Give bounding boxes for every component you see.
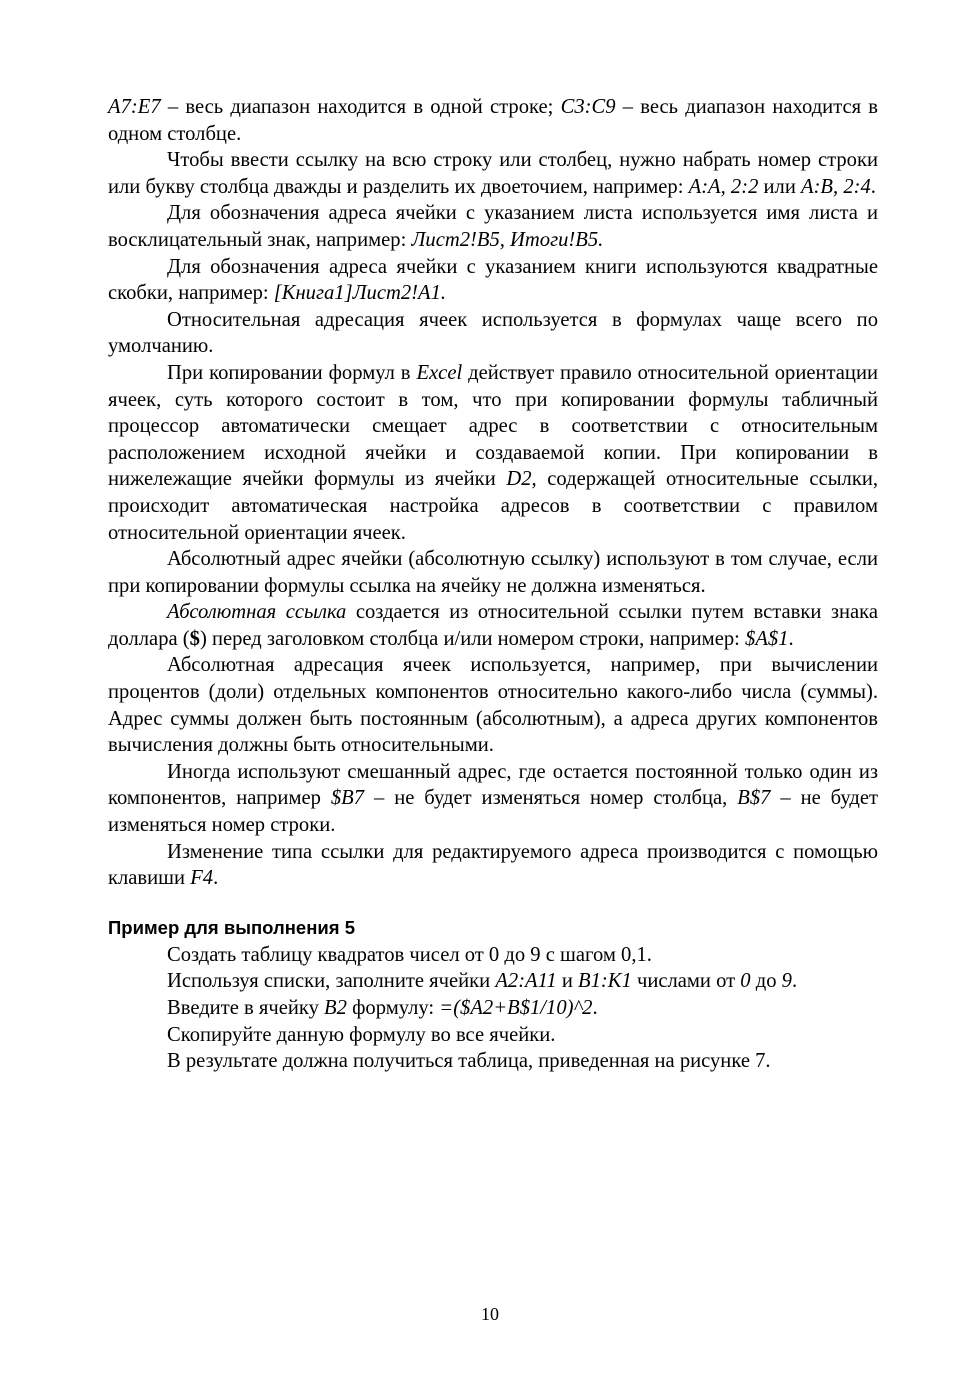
example-paragraph <box>108 995 878 1022</box>
body-paragraph <box>108 94 878 147</box>
text-run: . <box>791 970 798 993</box>
italic-term: A:A, 2:2 <box>688 175 759 198</box>
text-run: . <box>870 175 876 198</box>
text-run: Для обозначения адреса ячейки с указанием листа используется имя листа и восклицательный знак, например: <box>108 202 878 251</box>
body-paragraph <box>108 546 878 599</box>
text-run: – не будет изменяться номер строки. <box>108 787 878 837</box>
italic-term: B1:K1 <box>578 970 632 993</box>
body-paragraph <box>108 200 878 253</box>
text-run: Используя списки, заполните ячейки <box>167 970 496 993</box>
italic-term: 0 <box>740 970 751 993</box>
text-run: Создать таблицу квадратов чисел от 0 до 9 с шагом 0,1. <box>167 943 652 966</box>
text-run: Чтобы ввести ссылку на всю строку или столбец, нужно набрать номер строки или букву столбца дважды и разделить их двоеточием, например: <box>108 149 878 198</box>
text-run: ) перед заголовком столбца и/или номером строки, например: <box>199 627 746 650</box>
text-run: Относительная адресация ячеек используется в формулах чаще всего по умолчанию. <box>108 308 878 358</box>
body-paragraph <box>108 759 878 839</box>
body-paragraph <box>108 599 878 652</box>
italic-term: =($A2+B$1/10)^2 <box>439 997 593 1019</box>
text-run: числами от <box>631 970 741 993</box>
text-run: Абсолютная адресация ячеек используется, например, при вычислении процентов (доли) отдельных компонентов относительно какого-либо числа (суммы). Адрес суммы должен быть постоянным (абсолютным), а адреса других компонентов вычисления должны быть относительными. <box>108 654 878 757</box>
text-run: При копировании формул в <box>167 361 417 384</box>
italic-term: A2:A11 <box>495 970 557 993</box>
italic-term: Лист2!B5, Итоги!B5. <box>411 228 604 251</box>
example-heading: Пример для выполнения 5 <box>108 916 355 938</box>
text-run: Введите в ячейку <box>167 997 325 1019</box>
text-run: действует правило относительной ориентации ячеек, суть которого состоит в том, что при копировании формулы табличный процессор автоматически смещает адрес в соответствии с относительным расположением исходной ячейки и создаваемой копии. При копировании в нижележащие ячейки формулы из ячейки <box>108 361 878 491</box>
body-paragraph <box>108 147 878 200</box>
main-text <box>108 94 878 892</box>
text-run: Иногда используют смешанный адрес, где остается постоянной только один из компонентов, например <box>108 760 878 810</box>
italic-term: C3:C9 <box>560 96 616 118</box>
italic-term: $A$1 <box>745 627 789 650</box>
body-paragraph <box>108 254 878 307</box>
text-run: . <box>592 997 598 1019</box>
text-run: создается из относительной ссылки путем вставки знака доллара ( <box>108 601 878 650</box>
text-run: Изменение типа ссылки для редактируемого адреса производится с помощью клавиши <box>108 840 878 890</box>
italic-term: D2 <box>506 468 532 491</box>
text-run: В результате должна получиться таблица, приведенная на рисунке 7. <box>167 1050 771 1073</box>
body-paragraph <box>108 307 878 360</box>
italic-term: B$7 <box>737 787 771 810</box>
italic-term: B2 <box>324 997 347 1019</box>
bold-symbol: $ <box>189 627 200 650</box>
text-run: или <box>758 175 801 198</box>
text-run: Для обозначения адреса ячейки с указанием книги используются квадратные скобки, например: <box>108 255 878 305</box>
italic-term: A:B, 2:4 <box>801 175 871 198</box>
example-paragraph <box>108 968 878 995</box>
text-run: . <box>213 867 219 890</box>
text-run: – не будет изменяться номер столбца, <box>364 787 738 810</box>
example-paragraph <box>108 942 878 969</box>
body-paragraph <box>108 360 878 546</box>
italic-term: Абсолютная ссылка <box>167 601 347 624</box>
italic-term: F4 <box>190 867 214 890</box>
text-run: Абсолютный адрес ячейки (абсолютную ссылку) используют в том случае, если при копировании формулы ссылка на ячейку не должна изменяться. <box>108 548 878 597</box>
italic-term: A7:E7 <box>108 96 161 118</box>
italic-term: [Книга1]Лист2!A1. <box>273 282 447 305</box>
text-run: – весь диапазон находится в одной строке; <box>160 96 561 118</box>
example-paragraph <box>108 1048 878 1075</box>
example-text <box>108 942 878 1075</box>
text-run: . <box>788 627 794 650</box>
text-run: формулу: <box>346 997 440 1019</box>
text-run: , содержащей относительные ссылки, происходит автоматическая настройка адресов в соответствии с правилом относительной ориентации ячеек. <box>108 468 878 544</box>
body-paragraph <box>108 839 878 892</box>
text-run: до <box>750 970 782 993</box>
body-paragraph <box>108 652 878 758</box>
text-run: – весь диапазон находится в одном столбце. <box>108 96 878 145</box>
text-run: и <box>556 970 579 993</box>
italic-term: $B7 <box>330 787 365 810</box>
text-run: Скопируйте данную формулу во все ячейки. <box>167 1023 556 1046</box>
italic-term: Excel <box>416 361 463 384</box>
page-body <box>108 94 878 1075</box>
example-paragraph <box>108 1022 878 1049</box>
page-number: 10 <box>481 1304 499 1324</box>
italic-term: 9 <box>781 970 792 993</box>
